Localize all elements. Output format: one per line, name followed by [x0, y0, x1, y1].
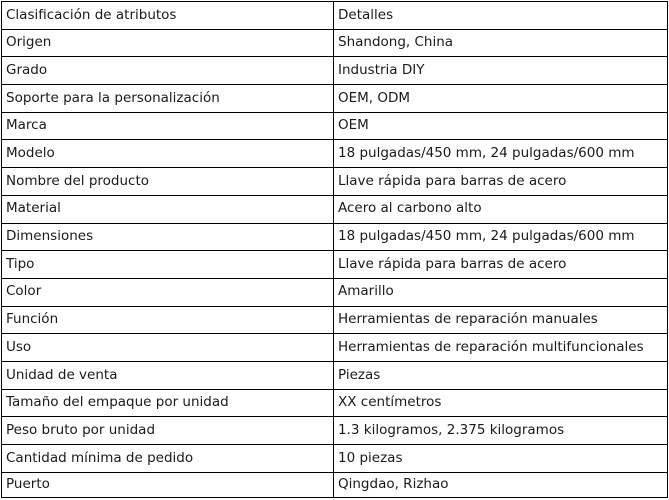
detail-cell: Amarillo — [334, 278, 668, 306]
table-row — [2, 223, 668, 251]
spec-table — [1, 1, 668, 498]
table-row — [2, 251, 668, 279]
detail-cell: XX centímetros — [334, 389, 668, 417]
attribute-cell: Modelo — [2, 140, 334, 168]
attribute-cell: Puerto — [2, 472, 334, 497]
attribute-cell: Tipo — [2, 251, 334, 279]
attribute-cell: Uso — [2, 334, 334, 362]
attribute-cell: Dimensiones — [2, 223, 334, 251]
header-cell-details: Detalles — [334, 2, 668, 30]
detail-cell: 18 pulgadas/450 mm, 24 pulgadas/600 mm — [334, 223, 668, 251]
table-row — [2, 472, 668, 497]
detail-cell: OEM — [334, 112, 668, 140]
attribute-cell: Cantidad mínima de pedido — [2, 445, 334, 473]
table-row — [2, 334, 668, 362]
table-row — [2, 389, 668, 417]
attribute-cell: Color — [2, 278, 334, 306]
table-row — [2, 445, 668, 473]
attribute-cell: Grado — [2, 57, 334, 85]
table-header-row — [2, 2, 668, 30]
attribute-cell: Soporte para la personalización — [2, 85, 334, 113]
table-row — [2, 195, 668, 223]
detail-cell: Acero al carbono alto — [334, 195, 668, 223]
attribute-cell: Material — [2, 195, 334, 223]
detail-cell: 1.3 kilogramos, 2.375 kilogramos — [334, 417, 668, 445]
table-row — [2, 417, 668, 445]
detail-cell: Llave rápida para barras de acero — [334, 251, 668, 279]
table-row — [2, 85, 668, 113]
detail-cell: Piezas — [334, 361, 668, 389]
table-row — [2, 57, 668, 85]
detail-cell: Industria DIY — [334, 57, 668, 85]
table-row — [2, 112, 668, 140]
attribute-cell: Nombre del producto — [2, 168, 334, 196]
attribute-cell: Unidad de venta — [2, 361, 334, 389]
detail-cell: Shandong, China — [334, 29, 668, 57]
table-row — [2, 361, 668, 389]
attribute-cell: Tamaño del empaque por unidad — [2, 389, 334, 417]
table-row — [2, 140, 668, 168]
table-row — [2, 306, 668, 334]
detail-cell: OEM, ODM — [334, 85, 668, 113]
detail-cell: Herramientas de reparación multifuncionales — [334, 334, 668, 362]
table-row — [2, 168, 668, 196]
detail-cell: Qingdao, Rizhao — [334, 472, 668, 497]
detail-cell: Herramientas de reparación manuales — [334, 306, 668, 334]
table-row — [2, 278, 668, 306]
header-cell-attribute: Clasificación de atributos — [2, 2, 334, 30]
attribute-cell: Origen — [2, 29, 334, 57]
table-row — [2, 29, 668, 57]
detail-cell: 18 pulgadas/450 mm, 24 pulgadas/600 mm — [334, 140, 668, 168]
detail-cell: Llave rápida para barras de acero — [334, 168, 668, 196]
attribute-cell: Función — [2, 306, 334, 334]
detail-cell: 10 piezas — [334, 445, 668, 473]
attribute-cell: Marca — [2, 112, 334, 140]
attribute-cell: Peso bruto por unidad — [2, 417, 334, 445]
